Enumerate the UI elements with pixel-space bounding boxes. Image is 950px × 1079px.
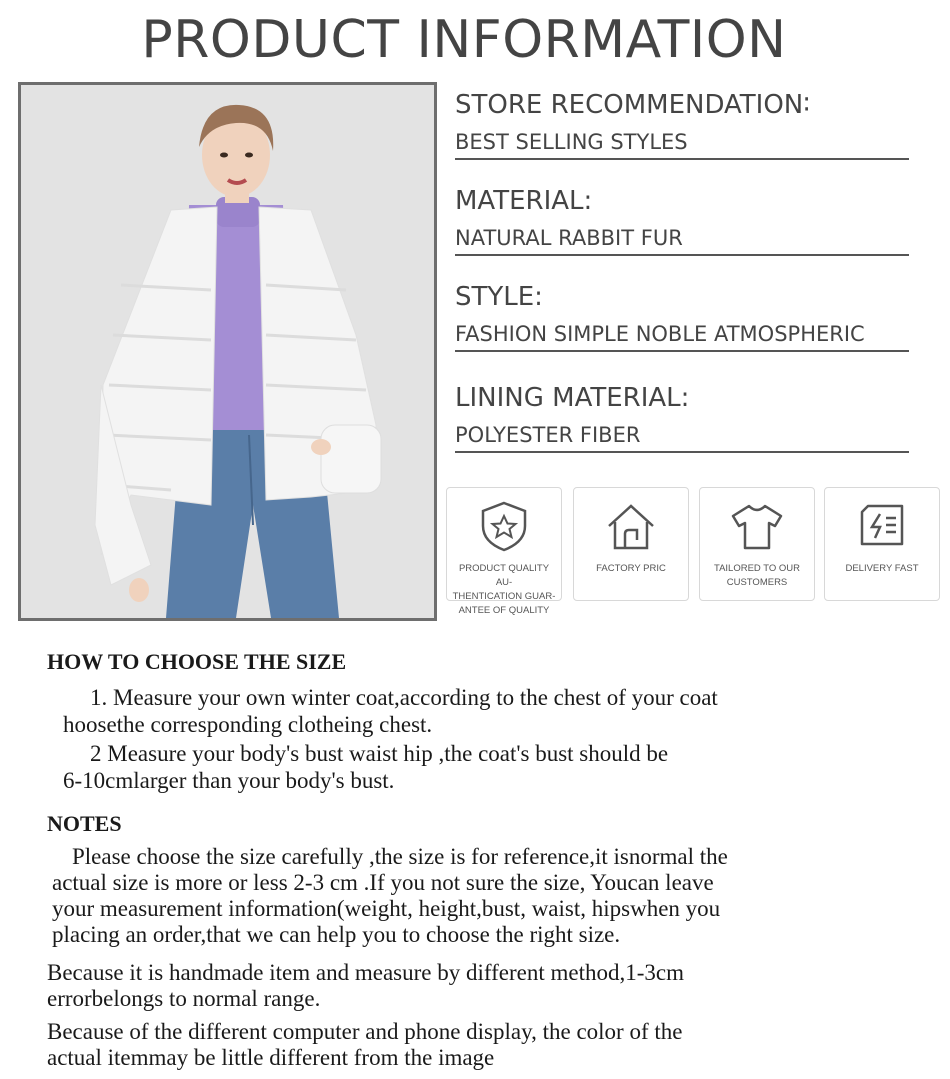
notes-display-line: actual itemmay be little different from the image xyxy=(47,1045,495,1070)
feature-text-line: TAILORED TO OUR xyxy=(713,563,801,574)
house-icon xyxy=(603,498,659,554)
info-label: MATERIAL: xyxy=(455,186,593,216)
info-store-recommendation xyxy=(455,90,910,160)
info-value: POLYESTER FIBER xyxy=(455,423,641,447)
info-value: BEST SELLING STYLES xyxy=(455,130,688,154)
feature-card-tailored xyxy=(699,487,815,601)
info-label: STYLE: xyxy=(455,282,543,312)
notes-line: placing an order,that we can help you to choose the right size. xyxy=(52,922,621,947)
size-guide-line: 2 Measure your body's bust waist hip ,the coat's bust should be xyxy=(90,741,669,766)
feature-text-line: DELIVERY FAST xyxy=(845,563,919,574)
info-label: LINING MATERIAL: xyxy=(455,383,690,413)
notes-line: Please choose the size carefully ,the size is for reference,it isnormal the xyxy=(72,844,728,869)
feature-text-line: ANTEE OF QUALITY xyxy=(458,605,550,616)
notes-handmade-line: Because it is handmade item and measure by different method,1-3cm xyxy=(47,960,684,985)
notes-handmade-line: errorbelongs to normal range. xyxy=(47,986,321,1011)
notes-line: your measurement information(weight, height,bust, waist, hipswhen you xyxy=(52,896,721,921)
lightning-card-icon xyxy=(854,498,910,554)
size-guide-line: 6-10cmlarger than your body's bust. xyxy=(63,768,395,793)
info-lining-material xyxy=(455,383,910,453)
info-material xyxy=(455,186,910,256)
product-photo xyxy=(18,82,437,621)
info-value: NATURAL RABBIT FUR xyxy=(455,226,683,250)
info-style xyxy=(455,282,910,352)
info-divider xyxy=(455,158,909,160)
feature-card-factory-price xyxy=(573,487,689,601)
feature-text-line: THENTICATION GUAR- xyxy=(452,591,556,602)
tshirt-icon xyxy=(729,498,785,554)
shield-star-icon xyxy=(476,498,532,554)
size-guide-line: hoosethe corresponding clotheing chest. xyxy=(63,712,433,737)
feature-text-line: PRODUCT QUALITY AU- xyxy=(458,563,550,588)
info-divider xyxy=(455,350,909,352)
notes-heading: NOTES xyxy=(47,811,122,836)
feature-card-quality xyxy=(446,487,562,616)
size-guide-line: 1. Measure your own winter coat,according to the chest of your coat xyxy=(90,685,718,710)
notes-display-line: Because of the different computer and phone display, the color of the xyxy=(47,1019,683,1044)
info-label: STORE RECOMMENDATION∶ xyxy=(455,90,811,120)
info-divider xyxy=(455,451,909,453)
info-value: FASHION SIMPLE NOBLE ATMOSPHERIC xyxy=(455,322,865,346)
feature-card-delivery xyxy=(824,487,940,601)
notes-line: actual size is more or less 2-3 cm .If you not sure the size, Youcan leave xyxy=(52,870,714,895)
feature-text-line: CUSTOMERS xyxy=(726,577,788,588)
info-divider xyxy=(455,254,909,256)
size-guide-heading: HOW TO CHOOSE THE SIZE xyxy=(47,649,347,674)
page-title: PRODUCT INFORMATION xyxy=(141,10,787,70)
feature-text-line: FACTORY PRIC xyxy=(596,563,666,574)
